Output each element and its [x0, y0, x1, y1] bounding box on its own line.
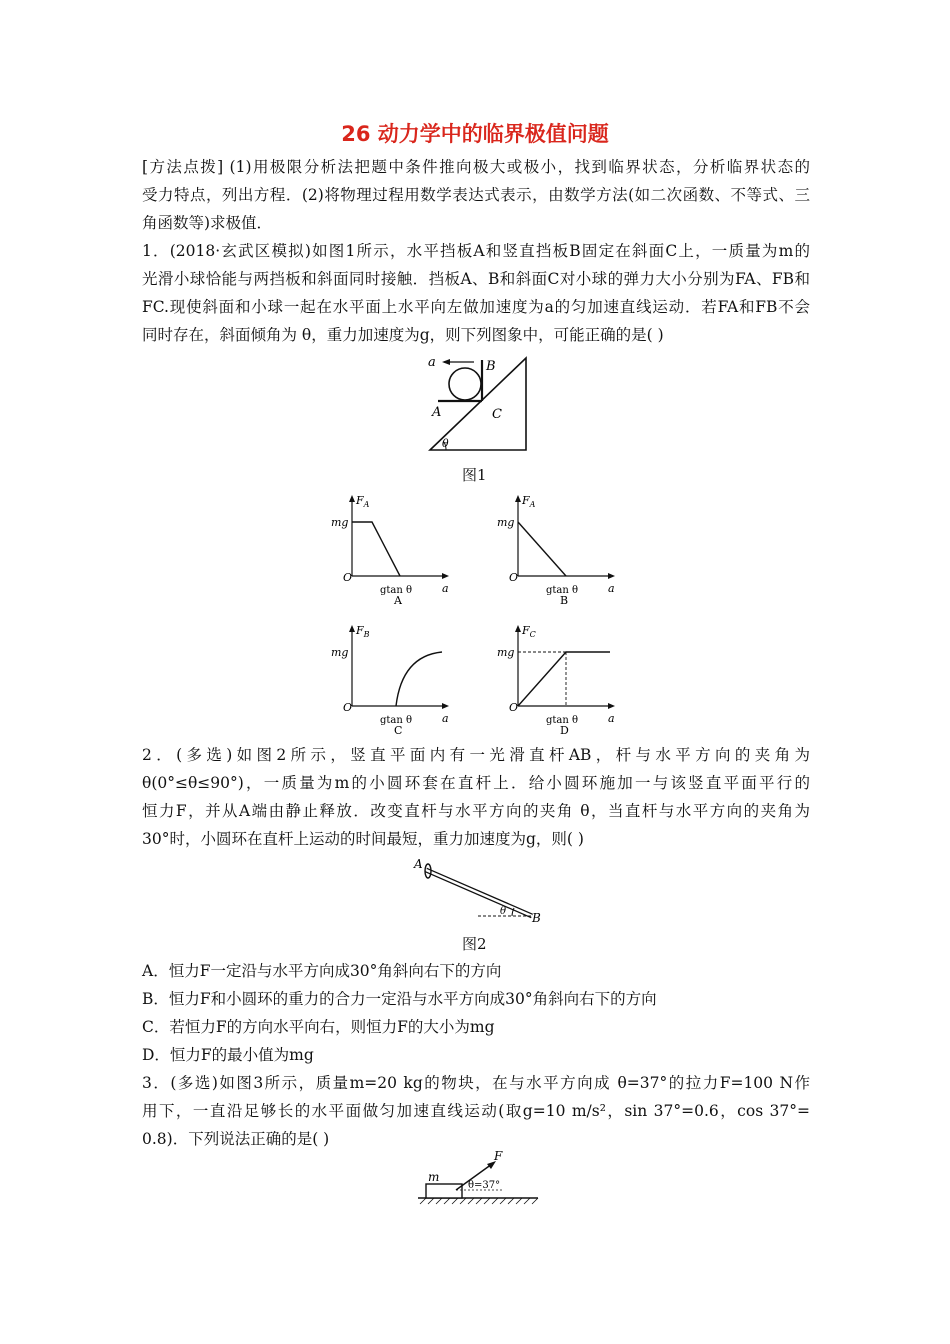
y-axis-label-sub: B — [363, 630, 370, 639]
origin-label: O — [343, 701, 353, 714]
graph-a — [330, 490, 460, 610]
x-axis-label: a — [608, 582, 615, 595]
q3-line-3: 0.8)．下列说法正确的是( ) — [142, 1130, 330, 1148]
q2-line-3: 恒力F，并从A端由静止释放．改变直杆与水平方向的夹角 θ，当直杆与水平方向的夹角为 — [142, 802, 810, 820]
q1-line-2: 光滑小球恰能与两挡板和斜面同时接触．挡板A、B和斜面C对小球的弹力大小分别为FA、FB和 — [142, 270, 810, 288]
q1-line-3: FC.现使斜面和小球一起在水平面上水平向左做加速度为a的匀加速直线运动．若FA和FB不会 — [142, 298, 810, 316]
q1-line-1: 1．(2018·玄武区模拟)如图1所示，水平挡板A和竖直挡板B固定在斜面C上，一质量为m的 — [142, 242, 810, 260]
graph-letter: A — [394, 594, 402, 607]
intro-line-3: 角函数等)求极值． — [142, 214, 273, 232]
label-angle: θ=37° — [468, 1180, 501, 1191]
y-axis-label: $F_A$ — [522, 494, 536, 509]
x-axis-arrow — [442, 573, 449, 579]
label-m: m — [428, 1170, 440, 1184]
graph-curve — [396, 652, 442, 706]
x-axis-arrow — [608, 703, 615, 709]
y-axis-arrow — [349, 495, 355, 502]
ground-hatch — [420, 1198, 538, 1204]
origin-label: O — [509, 701, 519, 714]
q2-option-a: A．恒力F一定沿与水平方向成30°角斜向右下的方向 — [142, 962, 502, 980]
label-theta: θ — [442, 437, 449, 450]
figure-3 — [412, 1150, 544, 1216]
y-axis-label-sub: C — [529, 630, 536, 639]
graph-line — [518, 522, 566, 576]
y-tick-mg: mg — [331, 646, 349, 659]
x-axis-label: a — [442, 712, 449, 725]
label-f: F — [494, 1150, 503, 1163]
graph-c — [330, 620, 460, 740]
origin-label: O — [509, 571, 519, 584]
graph-b — [496, 490, 626, 610]
y-axis-label-sub: A — [529, 500, 536, 509]
rod-ab-inner — [426, 870, 532, 916]
label-theta-2: θ — [500, 906, 507, 917]
y-axis-arrow — [515, 625, 521, 632]
y-tick-mg: mg — [331, 516, 349, 529]
label-a-end: A — [414, 857, 423, 871]
graph-letter: C — [394, 724, 403, 737]
graph-letter: D — [560, 724, 569, 737]
y-axis-label: $F_C$ — [522, 624, 536, 639]
q3-line-1: 3．(多选)如图3所示，质量m=20 kg的物块，在与水平方向成 θ=37°的拉力F=100 N作 — [142, 1074, 810, 1092]
y-axis-label-sub: A — [363, 500, 370, 509]
x-axis-arrow — [442, 703, 449, 709]
q2-line-2: θ(0°≤θ≤90°)，一质量为m的小圆环套在直杆上．给小圆环施加一与该竖直平面平行的 — [142, 774, 810, 792]
label-a: a — [428, 355, 436, 370]
x-tick-gtan: gtan θ — [380, 585, 413, 596]
x-tick-gtan: gtan θ — [546, 715, 579, 726]
graph-line — [518, 652, 610, 706]
figure-1-caption: 图1 — [462, 466, 487, 484]
q2-option-c: C．若恒力F的方向水平向右，则恒力F的大小为mg — [142, 1018, 495, 1036]
intro-line-2: 受力特点，列出方程．(2)将物理过程用数学表达式表示，由数学方法(如二次函数、不等式、三 — [142, 186, 810, 204]
block-m — [426, 1184, 462, 1198]
y-axis-arrow — [515, 495, 521, 502]
x-tick-gtan: gtan θ — [546, 585, 579, 596]
figure-1 — [418, 352, 538, 456]
origin-label: O — [343, 571, 353, 584]
q1-line-4: 同时存在，斜面倾角为 θ，重力加速度为g，则下列图象中，可能正确的是( ) — [142, 326, 664, 344]
x-tick-gtan: gtan θ — [380, 715, 413, 726]
y-tick-mg: mg — [497, 516, 515, 529]
figure-2-caption: 图2 — [462, 935, 487, 953]
ball — [449, 368, 481, 400]
label-c: C — [492, 407, 502, 422]
y-axis-label: $F_A$ — [356, 494, 370, 509]
graph-letter: B — [560, 594, 569, 607]
q2-option-b: B．恒力F和小圆环的重力的合力一定沿与水平方向成30°角斜向右下的方向 — [142, 990, 657, 1008]
y-tick-mg: mg — [497, 646, 515, 659]
label-b: B — [486, 359, 496, 374]
q2-line-4: 30°时，小圆环在直杆上运动的时间最短，重力加速度为g，则( ) — [142, 830, 584, 848]
y-axis-arrow — [349, 625, 355, 632]
accel-arrow-head — [442, 359, 450, 365]
q2-line-1: 2．(多选)如图2所示，竖直平面内有一光滑直杆AB，杆与水平方向的夹角为 — [142, 746, 810, 764]
graph-d — [496, 620, 626, 740]
x-axis-label: a — [608, 712, 615, 725]
intro-line-1: [方法点拨] (1)用极限分析法把题中条件推向极大或极小，找到临界状态，分析临界状态的 — [142, 158, 810, 176]
q2-option-d: D．恒力F的最小值为mg — [142, 1046, 314, 1064]
x-axis-arrow — [608, 573, 615, 579]
x-axis-label: a — [442, 582, 449, 595]
graph-line — [352, 522, 400, 576]
q3-line-2: 用下，一直沿足够长的水平面做匀加速直线运动(取g=10 m/s²，sin 37°=0.6，cos 37°= — [142, 1102, 810, 1120]
page-title: 26 动力学中的临界极值问题 — [341, 122, 609, 146]
figure-2 — [408, 854, 548, 924]
y-axis-label: $F_B$ — [356, 624, 370, 639]
label-a-plate: A — [432, 405, 442, 420]
label-b-end: B — [532, 911, 541, 924]
